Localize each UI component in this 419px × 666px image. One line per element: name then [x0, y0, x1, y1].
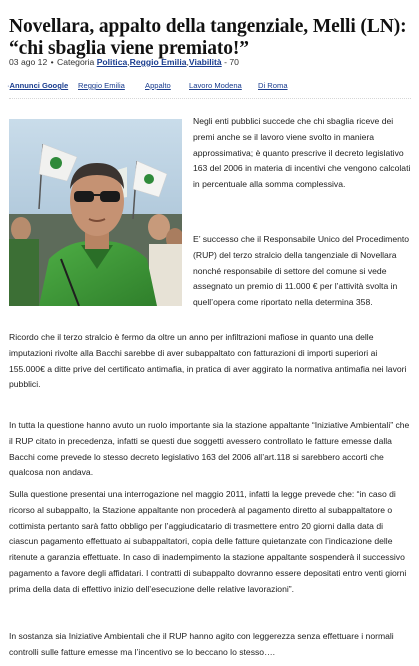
paragraph-5: Sulla questione presentai una interrogazione nel maggio 2011, infatti la legge prevede che: “in caso di ricorso al subappalto, la Stazione appaltante non procederà al pagamento diretto al subappaltatore o cottimista pertanto sarà fatto obbligo per l’aggiudicatario di trasmettere entro 20 giorni dalla data di ciascun pagamento effettuato ai subappaltatori, copia delle fatture quietanzate con l’indicazione delle ritenute a garanzia effettuate. In caso di inadempimento la stazione appaltante sospenderà il successivo pagamento a favore degli affidatari. I contratti di subappalto dovranno essere depositati entro venti giorni prima della data di effettivo inizio dell’esecuzione delle relative lavorazioni”.	[9, 489, 407, 594]
article-photo	[9, 119, 182, 306]
ads-label[interactable]: Annunci Google	[9, 81, 69, 90]
article-meta: 03 ago 12 • Categoria Politica,Reggio Emilia,Viabilità - 70	[9, 57, 239, 67]
paragraph-6: In sostanza sia Iniziative Ambientali che il RUP hanno agito con leggerezza senza effettuare i normali controlli sulle fatture emesse ma l’incentivo se lo beccano lo stesso….	[9, 631, 394, 657]
category-link-politica[interactable]: Politica	[96, 57, 128, 67]
paragraph-2: E’ successo che il Responsabile Unico del Procedimento (RUP) del terzo stralcio della tangenziale di Novellara nonché responsabile di settore del comune si vede assegnato un premio di 11.000 € per l’attività svolta in quell’opera come riportato nella determina 358.	[193, 234, 410, 308]
ad-link-appalto[interactable]: Appalto	[145, 81, 171, 90]
views-count: 70	[229, 57, 239, 67]
paragraph-3: Ricordo che il terzo stralcio è fermo da oltre un anno per infiltrazioni mafiose in quanto una delle imputazioni rivolte alla Bacchi sarebbe di aver subappaltato con fatturazioni di importi superiori ai 155.000€ a ditte prive del certificato antimafia, in pratica di aver aggirato la normativa antimafia nei lavori pubblici.	[9, 332, 407, 390]
article-title: Novellara, appalto della tangenziale, Melli (LN): “chi sbaglia viene premiato!”	[9, 16, 407, 60]
paragraph-1: Negli enti pubblici succede che chi sbaglia riceve dei premi anche se il lavoro viene svolto in maniera approssimativa; è quanto prescrive il decreto legislativo 163 del 2006 in materia di incentivi che vengono calcolati in percentuale alla somma complessiva.	[193, 116, 411, 190]
category-link-reggio-emilia[interactable]: Reggio Emilia	[129, 57, 187, 67]
divider	[9, 98, 411, 99]
category-label: Categoria	[57, 57, 97, 67]
ad-link-reggio-emilia[interactable]: Reggio Emilia	[78, 81, 125, 90]
ads-bullet-icon: ·	[7, 81, 10, 90]
views-prefix: -	[221, 57, 230, 67]
category-link-viabilita[interactable]: Viabilità	[188, 57, 222, 67]
ad-link-di-roma[interactable]: Di Roma	[258, 81, 288, 90]
meta-separator: •	[48, 57, 57, 67]
ad-link-lavoro-modena[interactable]: Lavoro Modena	[189, 81, 242, 90]
google-ads-bar	[7, 81, 409, 90]
article-date: 03 ago 12	[9, 57, 48, 67]
paragraph-4: In tutta la questione hanno avuto un ruolo importante sia la stazione appaltante “Iniziative Ambientali” che il RUP citato in precedenza, infatti se questi due soggetti avessero controllato le fatture emesse dalla Bacchi come prevede lo stesso decreto legislativo 163 del 2006 all’art.118 si sarebbero accorti che qualcosa non andava.	[9, 420, 410, 478]
